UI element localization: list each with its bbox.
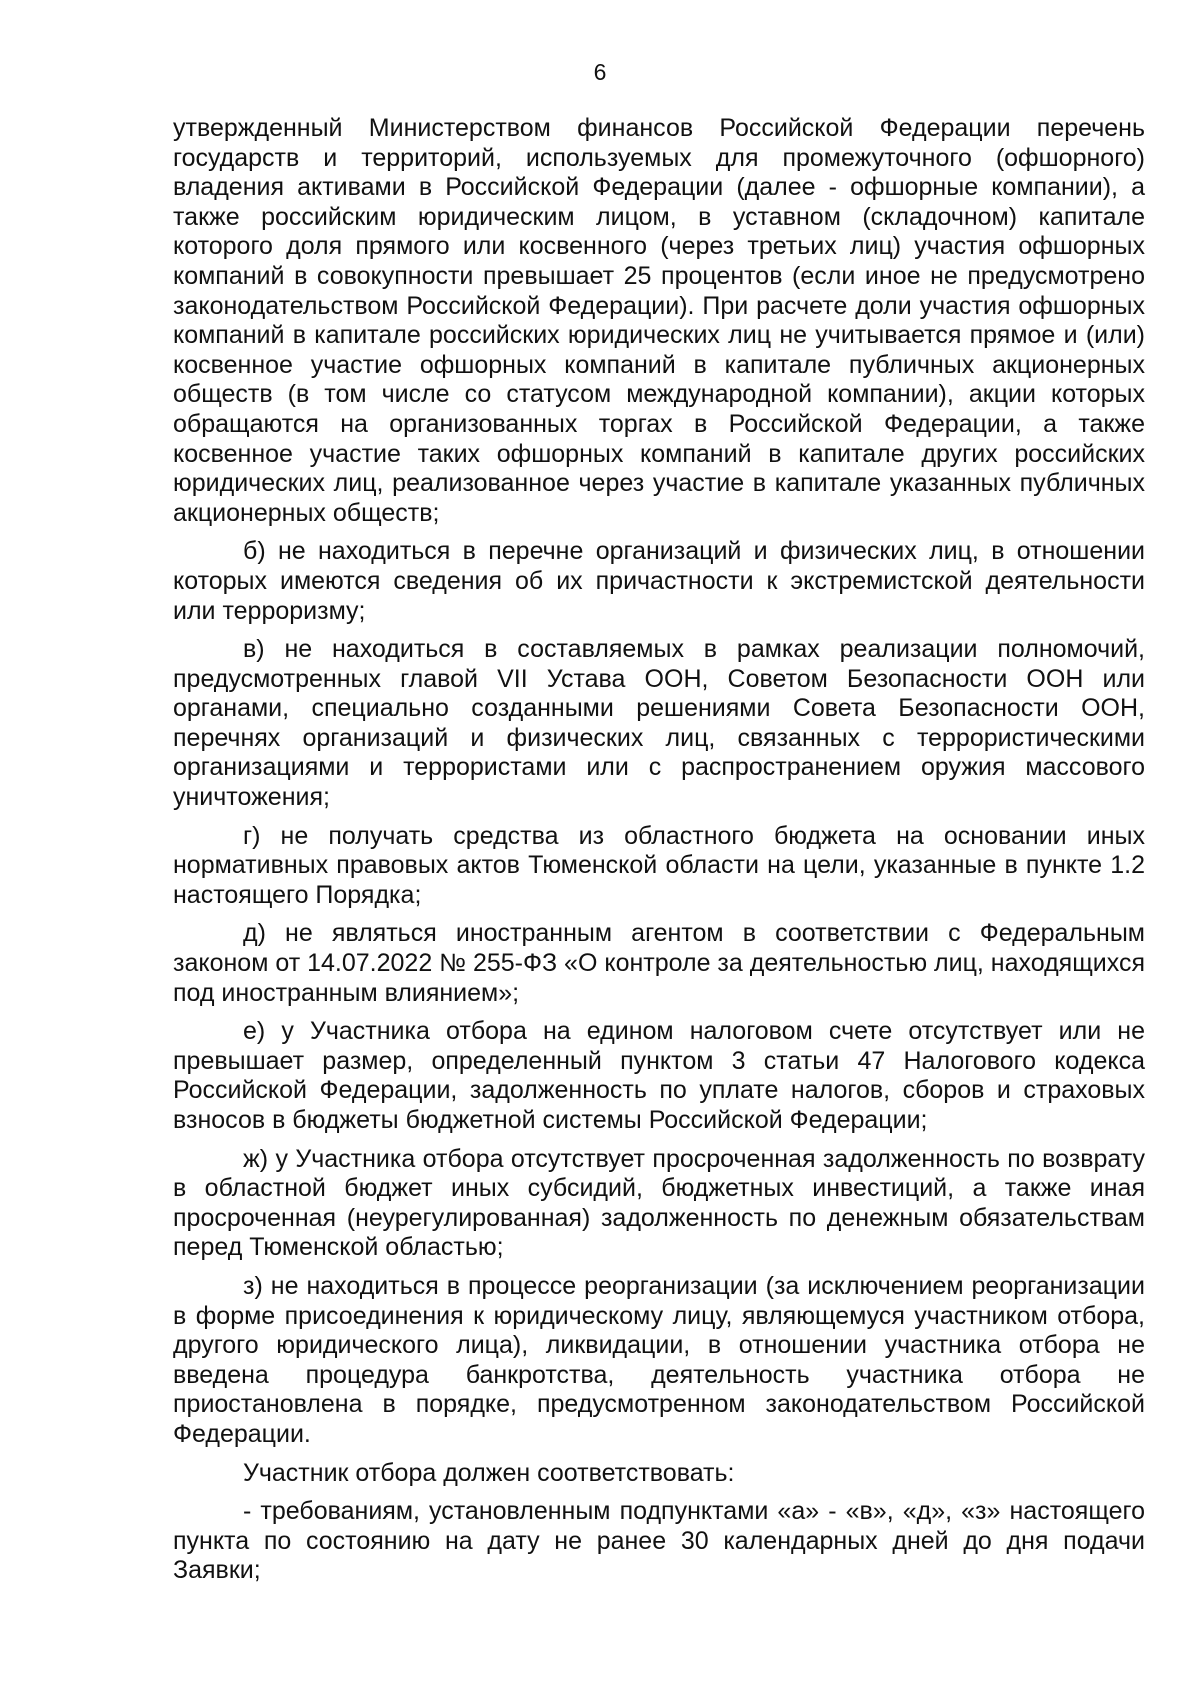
paragraph-offshore-continuation: утвержденный Министерством финансов Российской Федерации перечень государств и территорий, используемых для промежуточного (офшорного) владения активами в Российской Федерации (далее - офшорные компании), а также российским юридическим лицом, в уставном (складочном) капитале которого доля прямого или косвенного (через третьих лиц) участия офшорных компаний в совокупности превышает 25 процентов (если иное не предусмотрено законодательством Российской Федерации). При расчете доли участия офшорных компаний в капитале российских юридических лиц не учитывается прямое и (или) косвенное участие офшорных компаний в капитале публичных акционерных обществ (в том числе со статусом международной компании), акции которых обращаются на организованных торгах в Российской Федерации, а также косвенное участие таких офшорных компаний в капитале других российских юридических лиц, реализованное через участие в капитале указанных публичных акционерных обществ; xyxy=(173,114,1145,527)
paragraph-item-g: г) не получать средства из областного бюджета на основании иных нормативных правовых актов Тюменской области на цели, указанные в пункте 1.2 настоящего Порядка; xyxy=(173,821,1145,909)
paragraph-item-zh: ж) у Участника отбора отсутствует просроченная задолженность по возврату в областной бюджет иных субсидий, бюджетных инвестиций, а также иная просроченная (неурегулированная) задолженность по денежным обязательствам перед Тюменской областью; xyxy=(173,1144,1145,1262)
paragraph-item-d: д) не являться иностранным агентом в соответствии с Федеральным законом от 14.07.2022 № 255-ФЗ «О контроле за деятельностью лиц, находящихся под иностранным влиянием»; xyxy=(173,919,1145,1007)
document-body xyxy=(173,114,1145,1595)
page-number: 6 xyxy=(593,59,607,85)
paragraph-item-v: в) не находиться в составляемых в рамках реализации полномочий, предусмотренных главой VII Устава ООН, Советом Безопасности ООН или органами, специально созданными решениями Совета Безопасности ООН, перечнях организаций и физических лиц, связанных с террористическими организациями и террористами или с распространением оружия массового уничтожения; xyxy=(173,635,1145,812)
paragraph-item-z: з) не находиться в процессе реорганизации (за исключением реорганизации в форме присоединения к юридическому лицу, являющемуся участником отбора, другого юридического лица), ликвидации, в отношении участника отбора не введена процедура банкротства, деятельность участника отбора не приостановлена в порядке, предусмотренном законодательством Российской Федерации. xyxy=(173,1271,1145,1448)
paragraph-compliance-intro: Участник отбора должен соответствовать: xyxy=(243,1458,735,1487)
paragraph-compliance-requirements: - требованиям, установленным подпунктами «а» - «в», «д», «з» настоящего пункта по состоянию на дату не ранее 30 календарных дней до дня подачи Заявки; xyxy=(173,1497,1145,1585)
paragraph-item-b: б) не находиться в перечне организаций и физических лиц, в отношении которых имеются сведения об их причастности к экстремистской деятельности или терроризму; xyxy=(173,537,1145,625)
paragraph-item-e: е) у Участника отбора на едином налоговом счете отсутствует или не превышает размер, определенный пунктом 3 статьи 47 Налогового кодекса Российской Федерации, задолженность по уплате налогов, сборов и страховых взносов в бюджеты бюджетной системы Российской Федерации; xyxy=(173,1017,1145,1134)
